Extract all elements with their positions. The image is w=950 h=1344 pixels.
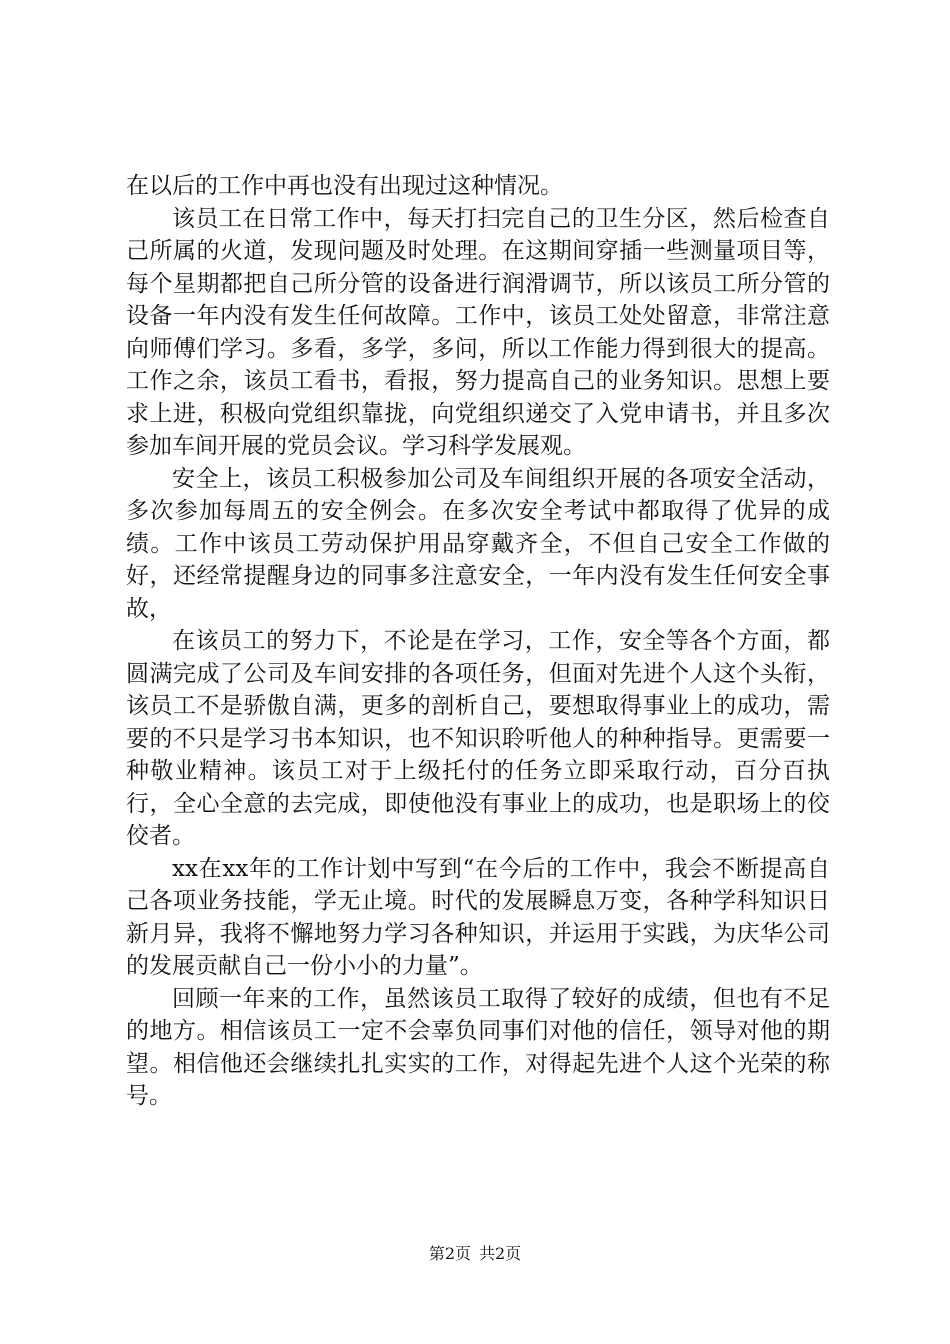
paragraph-4: 在该员工的努力下，不论是在学习，工作，安全等各个方面，都圆满完成了公司及车间安排的各项任务，但面对先进个人这个头衔，该员工不是骄傲自满，更多的剖析自己，要想取得事业上的成功，需要的不只是学习书本知识，也不知识聆听他人的种种指导。更需要一种敬业精神。该员工对于上级托付的任务立即采取行动，百分百执行，全心全意的去完成，即使他没有事业上的成功，也是职场上的佼佼者。 — [126, 628, 830, 849]
paragraph-3: 安全上，该员工积极参加公司及车间组织开展的各项安全活动，多次参加每周五的安全例会。在多次安全考试中都取得了优异的成绩。工作中该员工劳动保护用品穿戴齐全，不但自己安全工作做的好，还经常提醒身边的同事多注意安全，一年内没有发生任何安全事故， — [126, 465, 830, 622]
page-number-total: 共2页 — [479, 1244, 522, 1263]
paragraph-2: 该员工在日常工作中，每天打扫完自己的卫生分区，然后检查自己所属的火道，发现问题及时处理。在这期间穿插一些测量项目等，每个星期都把自己所分管的设备进行润滑调节，所以该员工所分管的设备一年内没有发生任何故障。工作中，该员工处处留意，非常注意向师傅们学习。多看，多学，多问，所以工作能力得到很大的提高。工作之余，该员工看书，看报，努力提高自己的业务知识。思想上要求上进，积极向党组织靠拢，向党组织递交了入党申请书，并且多次参加车间开展的党员会议。学习科学发展观。 — [126, 205, 830, 459]
page-footer — [0, 1244, 950, 1264]
document-body — [126, 170, 830, 1113]
paragraph-6: 回顾一年来的工作，虽然该员工取得了较好的成绩，但也有不足的地方。相信该员工一定不会辜负同事们对他的信任，领导对他的期望。相信他还会继续扎扎实实的工作，对得起先进个人这个光荣的称号。 — [126, 985, 830, 1109]
page-number-current: 第2页 — [428, 1244, 471, 1263]
paragraph-1: 在以后的工作中再也没有出现过这种情况。 — [126, 173, 563, 199]
paragraph-5: xx在xx年的工作计划中写到“在今后的工作中，我会不断提高自己各项业务技能，学无止境。时代的发展瞬息万变，各种学科知识日新月异，我将不懈地努力学习各种知识，并运用于实践，为庆华公司的发展贡献自己一份小小的力量”。 — [126, 855, 830, 979]
